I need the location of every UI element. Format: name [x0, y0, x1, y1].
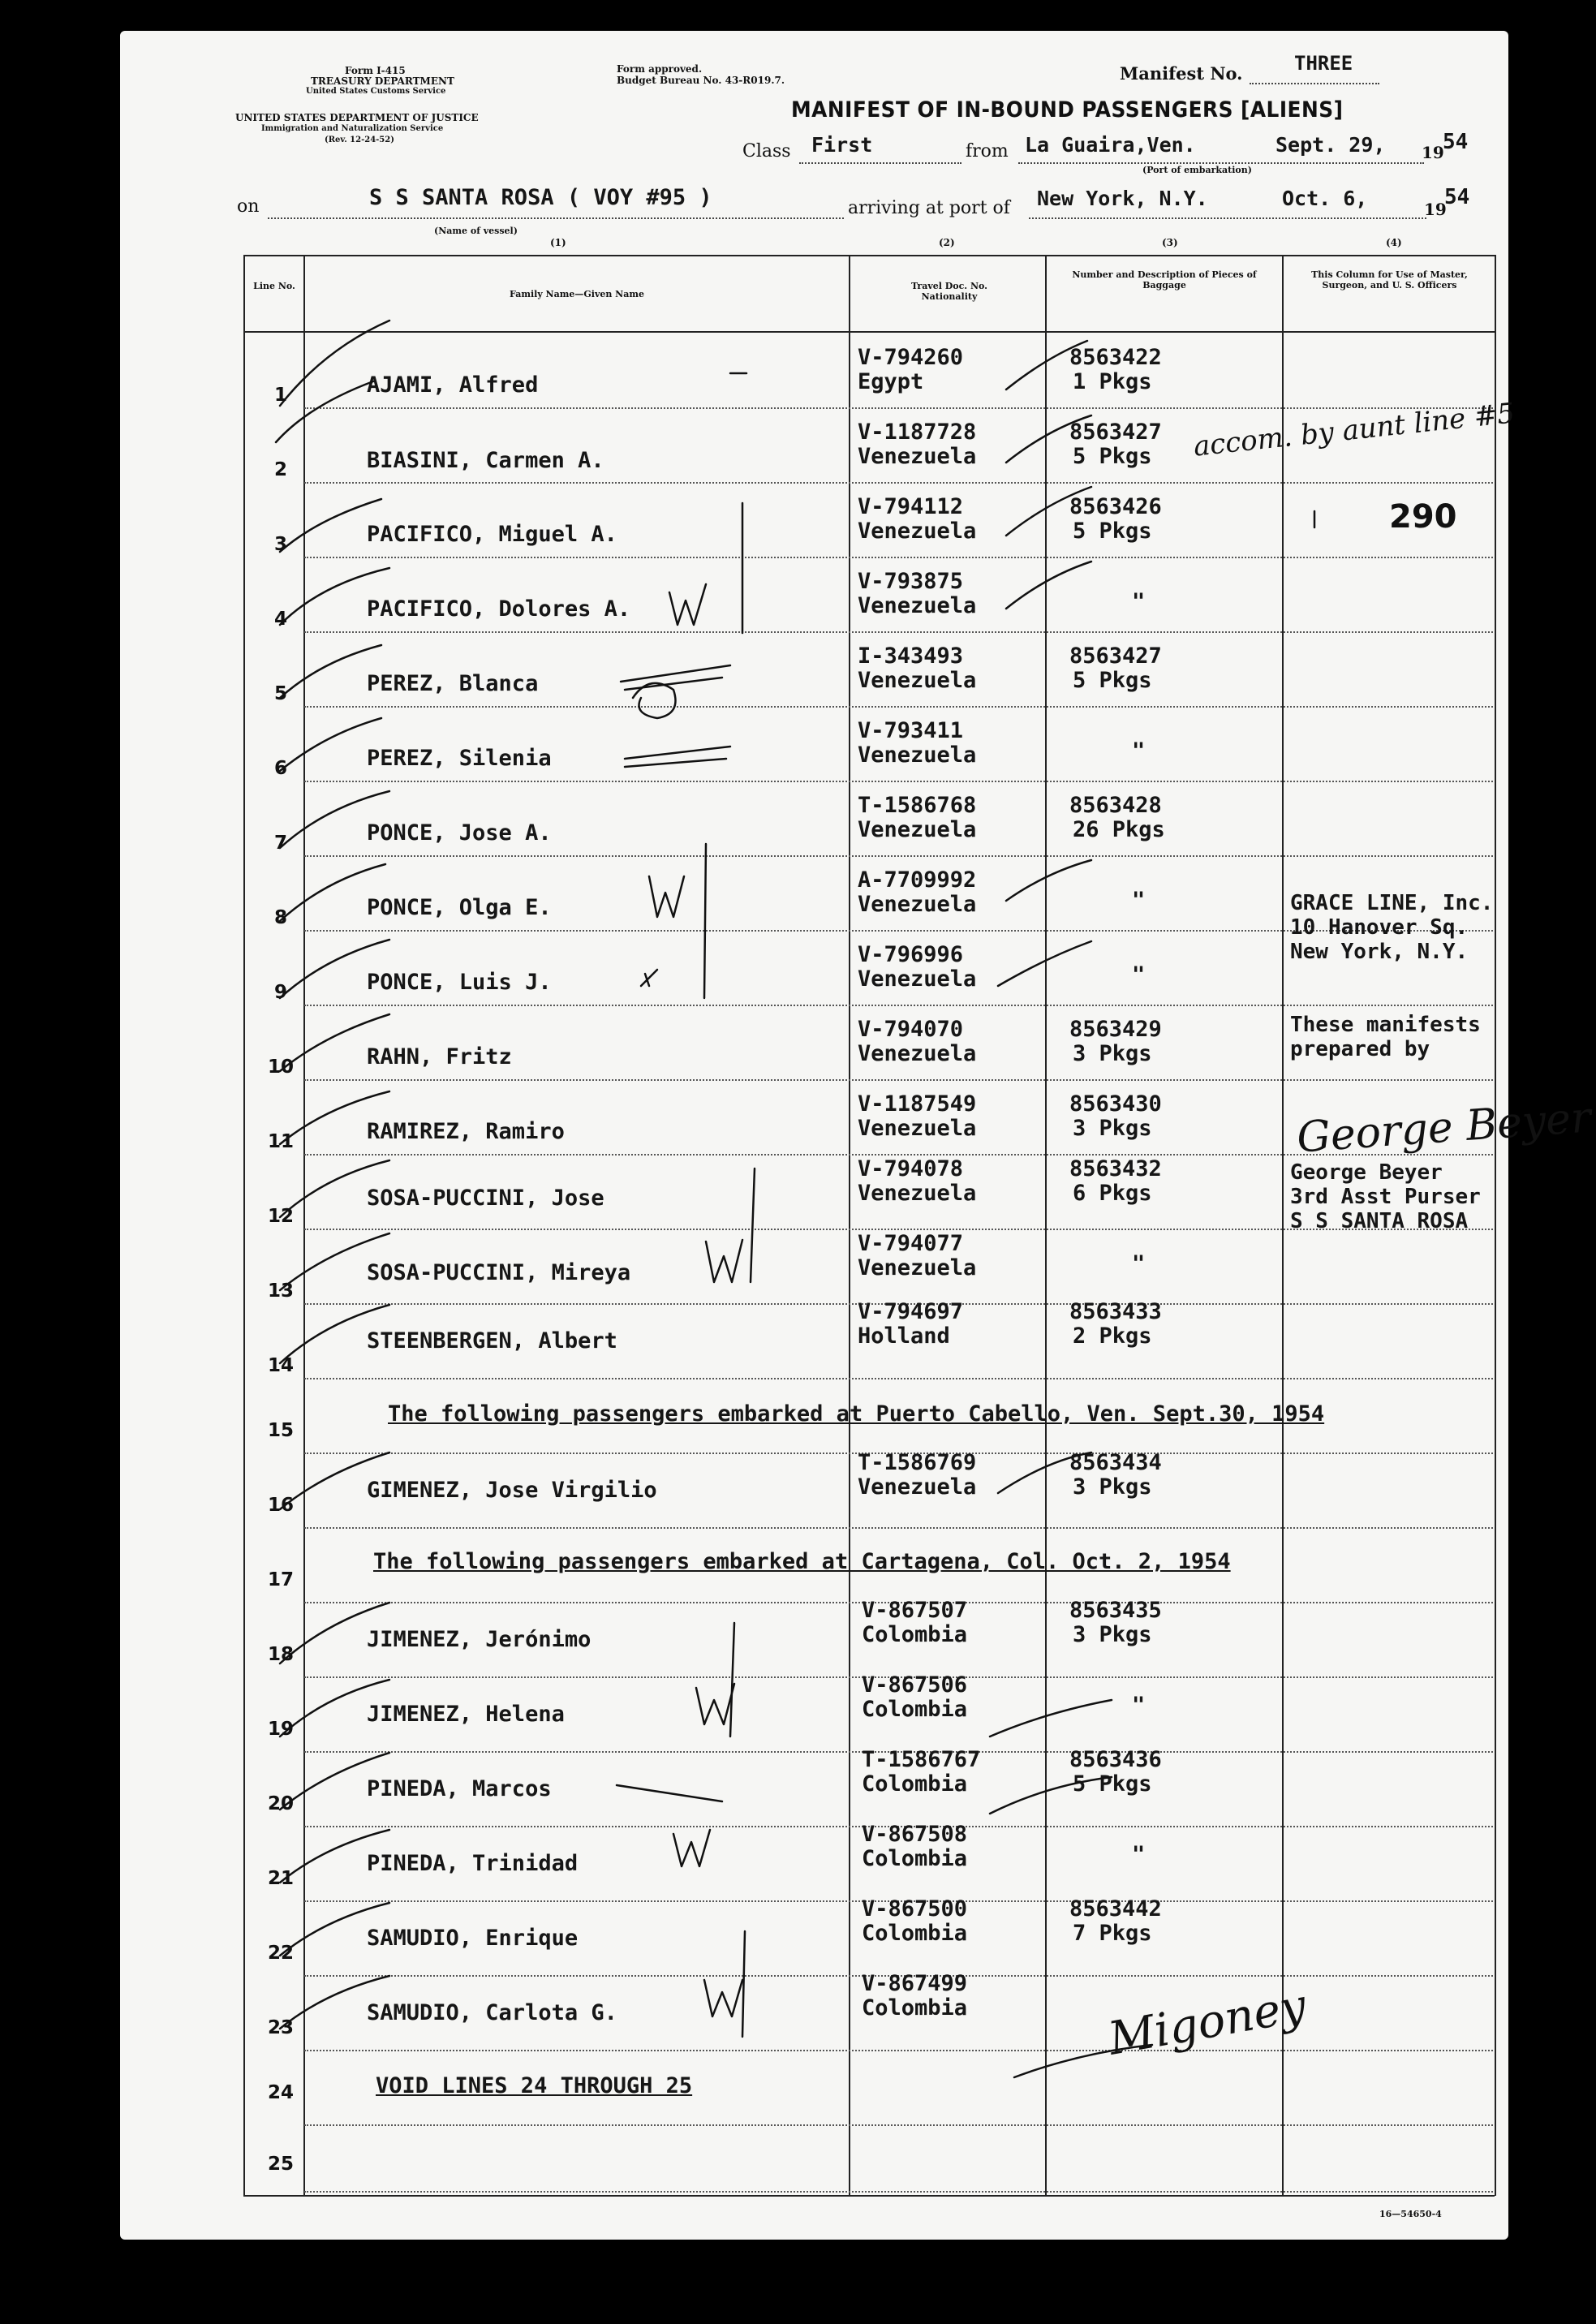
- travel-doc-no: T-1586769: [858, 1450, 977, 1475]
- travel-doc-no: V-867508: [862, 1822, 968, 1847]
- travel-doc-no: V-796996: [858, 942, 964, 967]
- baggage-description: 5 Pkgs: [1073, 519, 1152, 544]
- baggage-description: 3 Pkgs: [1073, 1116, 1152, 1141]
- line-number: 2: [273, 459, 287, 480]
- travel-doc-no: V-794078: [858, 1156, 964, 1181]
- header-baggage: Number and Description of Pieces of Baggage: [1072, 269, 1257, 290]
- col-number-4: (4): [1386, 237, 1402, 248]
- baggage-description: 26 Pkgs: [1073, 817, 1165, 842]
- header-travel: Travel Doc. No. Nationality: [911, 281, 987, 302]
- nationality: Venezuela: [858, 1181, 977, 1206]
- travel-doc-no: V-867506: [862, 1672, 968, 1698]
- prepared-line-1: These manifests: [1290, 1013, 1481, 1037]
- passenger-name: PONCE, Jose A.: [367, 820, 552, 846]
- baggage-description: 5 Pkgs: [1073, 444, 1152, 469]
- passenger-name: PACIFICO, Dolores A.: [367, 596, 631, 622]
- passenger-name: SOSA-PUCCINI, Jose: [367, 1186, 604, 1211]
- from-port: La Guaira,Ven.: [1025, 133, 1196, 157]
- on-label: on: [237, 196, 260, 217]
- travel-doc-no: A-7709992: [858, 867, 977, 893]
- passenger-name: JIMENEZ, Helena: [367, 1702, 565, 1727]
- rev-label: (Rev. 12-24-52): [325, 136, 394, 144]
- nationality: Venezuela: [858, 444, 977, 469]
- line-number: 20: [267, 1793, 294, 1814]
- nationality: Venezuela: [858, 1474, 977, 1500]
- nationality: Colombia: [862, 1921, 968, 1946]
- table-left-border: [243, 255, 245, 2196]
- nationality: Venezuela: [858, 1116, 977, 1141]
- passenger-name: SAMUDIO, Carlota G.: [367, 2000, 617, 2025]
- passenger-name: PEREZ, Blanca: [367, 671, 539, 696]
- travel-doc-no: V-794077: [858, 1231, 964, 1256]
- line-number: 8: [273, 907, 287, 928]
- nationality: Holland: [858, 1323, 950, 1349]
- ditto-mark: ": [1132, 962, 1146, 988]
- travel-doc-no: T-1586767: [862, 1747, 981, 1772]
- agent-address: 10 Hanover Sq.: [1290, 915, 1469, 940]
- passenger-name: AJAMI, Alfred: [367, 372, 539, 398]
- table-bottom-border: [243, 2195, 1495, 2197]
- table-line-col-border: [303, 255, 305, 2196]
- passenger-name: BIASINI, Carmen A.: [367, 448, 604, 473]
- line-number: 5: [273, 683, 287, 704]
- void-note: VOID LINES 24 THROUGH 25: [376, 2073, 693, 2098]
- baggage-number: 8563442: [1069, 1896, 1162, 1922]
- passenger-name: SAMUDIO, Enrique: [367, 1926, 579, 1951]
- class-line: [799, 162, 961, 164]
- from-date: Sept. 29,: [1276, 133, 1386, 157]
- treasury-dept: TREASURY DEPARTMENT: [311, 75, 454, 87]
- doj-label: UNITED STATES DEPARTMENT OF JUSTICE: [235, 112, 479, 123]
- line-number: 23: [267, 2017, 294, 2038]
- col-number-2: (2): [939, 237, 955, 248]
- line-number: 15: [267, 1420, 294, 1441]
- handwritten-number: 290: [1389, 498, 1457, 536]
- passenger-name: PONCE, Luis J.: [367, 970, 552, 995]
- passenger-name: JIMENEZ, Jerónimo: [367, 1627, 592, 1652]
- prepared-line-2: prepared by: [1290, 1037, 1430, 1061]
- line-number: 3: [273, 534, 287, 555]
- table-right-border: [1495, 255, 1496, 2196]
- line-number: 11: [267, 1131, 294, 1152]
- baggage-description: 2 Pkgs: [1073, 1323, 1152, 1349]
- baggage-number: 8563427: [1069, 643, 1162, 669]
- customs-service: United States Customs Service: [306, 87, 446, 96]
- travel-doc-no: V-794260: [858, 345, 964, 370]
- header-line-no: Line No.: [253, 281, 295, 291]
- ditto-mark: ": [1132, 589, 1146, 614]
- baggage-description: 3 Pkgs: [1073, 1622, 1152, 1647]
- class-label: Class: [742, 141, 791, 161]
- baggage-number: 8563434: [1069, 1450, 1162, 1475]
- travel-doc-no: V-794070: [858, 1017, 964, 1042]
- arriving-year-prefix: 19: [1424, 200, 1447, 219]
- travel-doc-no: V-794697: [858, 1299, 964, 1324]
- agent-city: New York, N.Y.: [1290, 940, 1469, 964]
- nationality: Venezuela: [858, 519, 977, 544]
- line-number: 22: [267, 1943, 294, 1964]
- baggage-description: 5 Pkgs: [1073, 1771, 1152, 1797]
- baggage-description: 6 Pkgs: [1073, 1181, 1152, 1206]
- line-number: 9: [273, 982, 287, 1003]
- manifest-title: MANIFEST OF IN-BOUND PASSENGERS [ALIENS]: [791, 97, 1344, 123]
- line-number: 24: [267, 2082, 294, 2103]
- ditto-mark: ": [1132, 1842, 1146, 1867]
- baggage-number: 8563428: [1069, 793, 1162, 818]
- line-number: 16: [267, 1495, 294, 1516]
- col-number-1: (1): [550, 237, 566, 248]
- nationality: Colombia: [862, 1622, 968, 1647]
- passenger-name: PACIFICO, Miguel A.: [367, 522, 617, 547]
- table-doc-col-border: [849, 255, 850, 2196]
- inspector-signature: Migoney: [1104, 1979, 1310, 2066]
- budget-bureau: Budget Bureau No. 43-R019.7.: [617, 75, 785, 86]
- line-number: 6: [273, 758, 287, 779]
- nationality: Venezuela: [858, 1255, 977, 1280]
- travel-doc-no: V-867500: [862, 1896, 968, 1922]
- form-number: Form I-415: [345, 65, 406, 76]
- from-year-prefix: 19: [1422, 143, 1444, 162]
- arriving-line: [1029, 217, 1426, 219]
- nationality: Venezuela: [858, 742, 977, 768]
- baggage-number: 8563427: [1069, 420, 1162, 445]
- passenger-name: RAMIREZ, Ramiro: [367, 1119, 565, 1144]
- travel-doc-no: V-793411: [858, 718, 964, 743]
- footer-code: 16—54650-4: [1379, 2209, 1442, 2219]
- nationality: Venezuela: [858, 593, 977, 618]
- baggage-description: 7 Pkgs: [1073, 1921, 1152, 1946]
- nationality: Venezuela: [858, 1041, 977, 1066]
- baggage-number: 8563429: [1069, 1017, 1162, 1042]
- ditto-mark: ": [1132, 738, 1146, 764]
- manifest-no-label: Manifest No.: [1120, 63, 1243, 84]
- nationality: Egypt: [858, 369, 924, 394]
- baggage-number: 8563433: [1069, 1299, 1162, 1324]
- nationality: Colombia: [862, 1846, 968, 1871]
- passenger-name: PONCE, Olga E.: [367, 895, 552, 920]
- class-value: First: [811, 133, 873, 157]
- baggage-description: 3 Pkgs: [1073, 1474, 1152, 1500]
- handwritten-accom-note: accom. by aunt line #5: [1191, 397, 1516, 463]
- passenger-name: STEENBERGEN, Albert: [367, 1328, 617, 1354]
- from-label: from: [966, 141, 1009, 161]
- travel-doc-no: V-794112: [858, 494, 964, 519]
- table-officer-col-border: [1282, 255, 1284, 2196]
- port-caption: (Port of embarkation): [1142, 165, 1252, 175]
- manifest-no-line: [1250, 83, 1379, 84]
- passenger-name: PINEDA, Marcos: [367, 1776, 552, 1801]
- baggage-number: 8563426: [1069, 494, 1162, 519]
- agent-name: GRACE LINE, Inc.: [1290, 891, 1494, 915]
- travel-doc-no: I-343493: [858, 643, 964, 669]
- nationality: Venezuela: [858, 817, 977, 842]
- section-note: The following passengers embarked at Puerto Cabello, Ven. Sept.30, 1954: [388, 1401, 1325, 1427]
- baggage-number: 8563435: [1069, 1598, 1162, 1623]
- form-approved: Form approved.: [617, 63, 703, 75]
- table-header-border: [243, 331, 1495, 333]
- passenger-name: PEREZ, Silenia: [367, 746, 552, 771]
- vessel-caption: (Name of vessel): [434, 226, 518, 236]
- arriving-year: 54: [1444, 185, 1470, 209]
- nationality: Colombia: [862, 1995, 968, 2021]
- ditto-mark: ": [1132, 1251, 1146, 1276]
- nationality: Colombia: [862, 1771, 968, 1797]
- passenger-name: RAHN, Fritz: [367, 1044, 512, 1069]
- travel-doc-no: V-1187549: [858, 1091, 977, 1117]
- baggage-description: 1 Pkgs: [1073, 369, 1152, 394]
- line-number: 19: [267, 1719, 294, 1740]
- table-top-border: [243, 255, 1495, 256]
- passenger-name: PINEDA, Trinidad: [367, 1851, 579, 1876]
- purser-name: George Beyer: [1290, 1160, 1443, 1185]
- baggage-description: 3 Pkgs: [1073, 1041, 1152, 1066]
- line-number: 18: [267, 1644, 294, 1665]
- arriving-label: arriving at port of: [848, 198, 1010, 218]
- baggage-number: 8563432: [1069, 1156, 1162, 1181]
- line-number: 17: [267, 1569, 294, 1590]
- passenger-name: GIMENEZ, Jose Virgilio: [367, 1478, 657, 1503]
- travel-doc-no: V-867507: [862, 1598, 968, 1623]
- nationality: Venezuela: [858, 966, 977, 992]
- line-number: 10: [267, 1057, 294, 1078]
- baggage-number: 8563430: [1069, 1091, 1162, 1117]
- travel-doc-no: V-793875: [858, 569, 964, 594]
- purser-vessel: S S SANTA ROSA: [1290, 1209, 1469, 1233]
- from-year: 54: [1443, 130, 1469, 154]
- baggage-number: 8563436: [1069, 1747, 1162, 1772]
- line-number: 1: [273, 385, 287, 406]
- col-number-3: (3): [1162, 237, 1178, 248]
- line-number: 25: [267, 2154, 294, 2175]
- line-number: 13: [267, 1280, 294, 1302]
- baggage-number: 8563422: [1069, 345, 1162, 370]
- nationality: Colombia: [862, 1697, 968, 1722]
- line-number: 21: [267, 1868, 294, 1889]
- ins-label: Immigration and Naturalization Service: [261, 124, 444, 133]
- purser-signature: George Beyer: [1295, 1093, 1593, 1163]
- nationality: Venezuela: [858, 892, 977, 917]
- table-bag-col-border: [1045, 255, 1047, 2196]
- line-number: 7: [273, 833, 287, 854]
- baggage-description: 5 Pkgs: [1073, 668, 1152, 693]
- ditto-mark: ": [1132, 888, 1146, 913]
- header-officers: This Column for Use of Master, Surgeon, and U. S. Officers: [1311, 269, 1468, 290]
- vessel-line: [268, 217, 844, 219]
- line-number: 12: [267, 1206, 294, 1227]
- vessel-name: S S SANTA ROSA ( VOY #95 ): [369, 185, 712, 210]
- travel-doc-no: V-867499: [862, 1971, 968, 1996]
- ditto-mark: ": [1132, 1693, 1146, 1718]
- line-number: 4: [273, 609, 287, 630]
- passenger-name: SOSA-PUCCINI, Mireya: [367, 1260, 631, 1285]
- line-number: 14: [267, 1355, 294, 1376]
- purser-title: 3rd Asst Purser: [1290, 1185, 1481, 1209]
- arriving-port: New York, N.Y.: [1037, 187, 1208, 210]
- header-name: Family Name—Given Name: [510, 289, 644, 299]
- from-line: [1018, 162, 1424, 164]
- section-note: The following passengers embarked at Cartagena, Col. Oct. 2, 1954: [373, 1549, 1231, 1574]
- travel-doc-no: T-1586768: [858, 793, 977, 818]
- arriving-date: Oct. 6,: [1282, 187, 1368, 210]
- nationality: Venezuela: [858, 668, 977, 693]
- travel-doc-no: V-1187728: [858, 420, 977, 445]
- manifest-no-value: THREE: [1294, 52, 1353, 75]
